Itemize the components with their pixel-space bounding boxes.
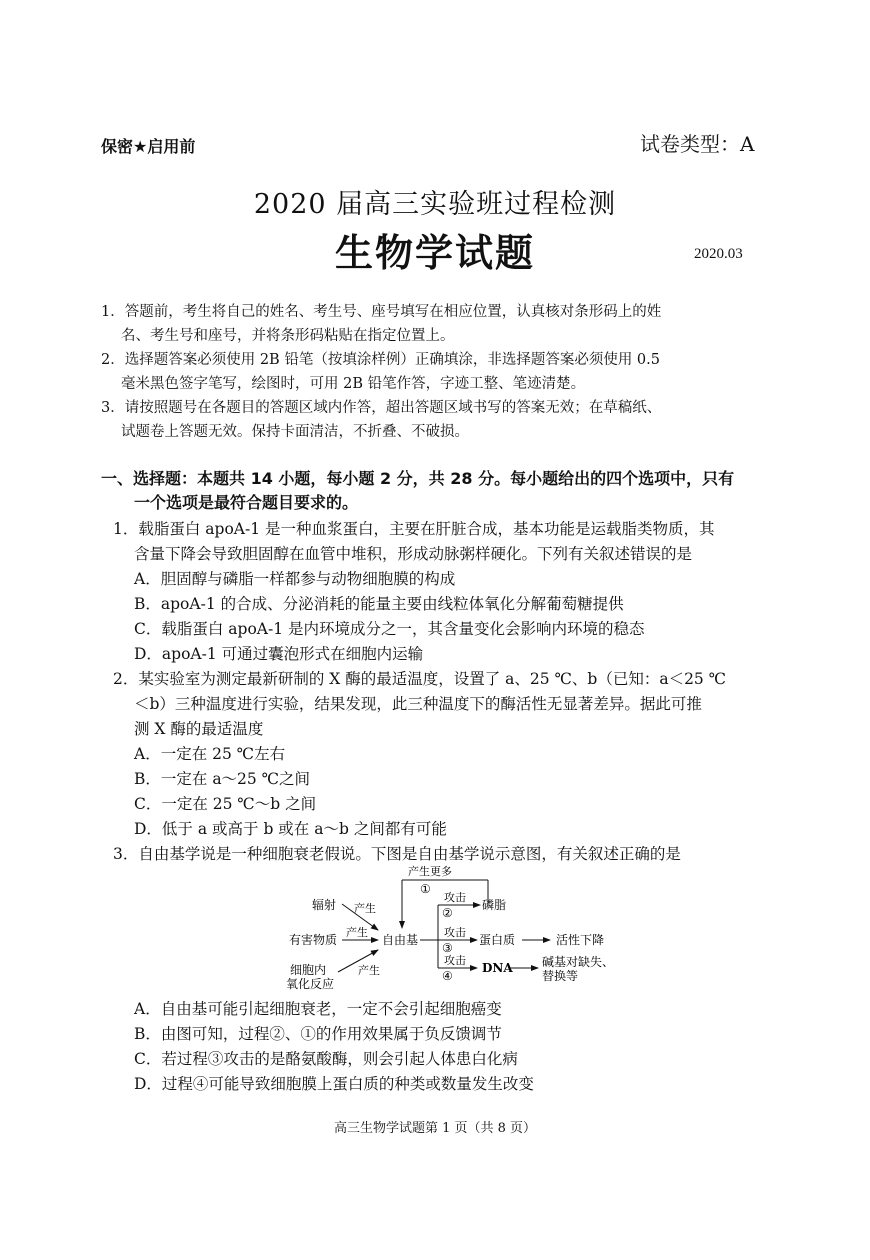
protein-label: 蛋白质: [479, 933, 516, 947]
question-2-text: 测 X 酶的最适温度: [134, 720, 264, 738]
section-heading: 一、选择题：本题共 14 小题，每小题 2 分，共 28 分。每小题给出的四个选项中，只有: [101, 469, 735, 488]
note-line: 名、考生号和座号，并将条形码粘贴在指定位置上。: [121, 328, 455, 344]
free-radical-label: 自由基: [382, 933, 419, 947]
question-1-option: C．载脂蛋白 apoA-1 是内环境成分之一，其含量变化会影响内环境的稳态: [134, 620, 645, 638]
note-line: 毫米黑色签字笔写，绘图时，可用 2B 铅笔作答，字迹工整、笔迹清楚。: [121, 376, 586, 392]
question-3-option: D．过程④可能导致细胞膜上蛋白质的种类或数量发生改变: [134, 1075, 534, 1093]
process-1-label: ①: [420, 882, 431, 896]
produce-more-label: 产生更多: [408, 865, 452, 878]
question-1-text: 含量下降会导致胆固醇在血管中堆积，形成动脉粥样硬化。下列有关叙述错误的是: [134, 545, 693, 563]
question-1-option: A．胆固醇与磷脂一样都参与动物细胞膜的构成: [134, 570, 456, 588]
section-heading: 一个选项是最符合题目要求的。: [134, 493, 359, 512]
question-3-option: C．若过程③攻击的是酪氨酸酶，则会引起人体患白化病: [134, 1050, 518, 1068]
question-2-option: D．低于 a 或高于 b 或在 a～b 之间都有可能: [134, 820, 447, 838]
base-mutation-label: 替换等: [542, 969, 579, 983]
confidential-mark: 保密★启用前: [101, 137, 196, 156]
question-1-option: D．apoA-1 可通过囊泡形式在细胞内运输: [134, 645, 424, 663]
paper-type: 试卷类型：A: [640, 132, 755, 156]
question-2-text: ＜b）三种温度进行实验，结果发现，此三种温度下的酶活性无显著差异。据此可推: [134, 695, 702, 713]
question-1-text: 1．载脂蛋白 apoA-1 是一种血浆蛋白，主要在肝脏合成，基本功能是运载脂类物质，其: [113, 520, 715, 538]
question-2-text: 2．某实验室为测定最新研制的 X 酶的最适温度，设置了 a、25 ℃、b（已知：a＜25 ℃: [113, 670, 727, 688]
produce-label: 产生: [358, 964, 380, 977]
phospholipid-label: 磷脂: [482, 898, 507, 912]
note-line: 3．请按照题号在各题目的答题区域内作答，超出答题区域书写的答案无效；在草稿纸、: [101, 400, 662, 416]
question-2-option: A．一定在 25 ℃左右: [134, 745, 286, 763]
free-radical-diagram: [270, 862, 640, 992]
radiation-label: 辐射: [312, 898, 337, 912]
question-3-text: 3．自由基学说是一种细胞衰老假说。下图是自由基学说示意图，有关叙述正确的是: [113, 845, 681, 863]
attack-label: 攻击: [444, 891, 466, 904]
note-line: 1．答题前，考生将自己的姓名、考生号、座号填写在相应位置，认真核对条形码上的姓: [101, 304, 662, 320]
question-3-option: A．自由基可能引起细胞衰老，一定不会引起细胞癌变: [134, 1000, 502, 1018]
harmful-substance-label: 有害物质: [289, 933, 338, 947]
base-mutation-label: 碱基对缺失、: [542, 955, 615, 969]
note-line: 试题卷上答题无效。保持卡面清洁，不折叠、不破损。: [121, 424, 469, 440]
exam-date: 2020.03: [694, 246, 743, 262]
attack-label: 攻击: [444, 926, 466, 939]
subject-title: 生物学试题: [334, 231, 535, 275]
oxidation-label: 氧化反应: [286, 977, 335, 991]
page-footer: 高三生物学试题第 1 页（共 8 页）: [333, 1121, 537, 1136]
question-1-option: B．apoA-1 的合成、分泌消耗的能量主要由线粒体氧化分解葡萄糖提供: [134, 595, 624, 613]
oxidation-label: 细胞内: [290, 963, 327, 977]
process-2-label: ②: [442, 906, 453, 920]
exam-title: 2020 届高三实验班过程检测: [253, 189, 617, 220]
activity-down-label: 活性下降: [556, 933, 605, 947]
produce-label: 产生: [354, 902, 376, 915]
attack-label: 攻击: [444, 954, 466, 967]
question-3-option: B．由图可知，过程②、①的作用效果属于负反馈调节: [134, 1025, 502, 1043]
produce-label: 产生: [346, 926, 368, 939]
note-line: 2．选择题答案必须使用 2B 铅笔（按填涂样例）正确填涂，非选择题答案必须使用 0.5: [101, 352, 660, 368]
process-4-label: ④: [442, 969, 453, 983]
dna-label: DNA: [482, 961, 513, 975]
question-2-option: B．一定在 a～25 ℃之间: [134, 770, 311, 788]
process-3-label: ③: [442, 941, 453, 955]
question-2-option: C．一定在 25 ℃～b 之间: [134, 795, 317, 813]
